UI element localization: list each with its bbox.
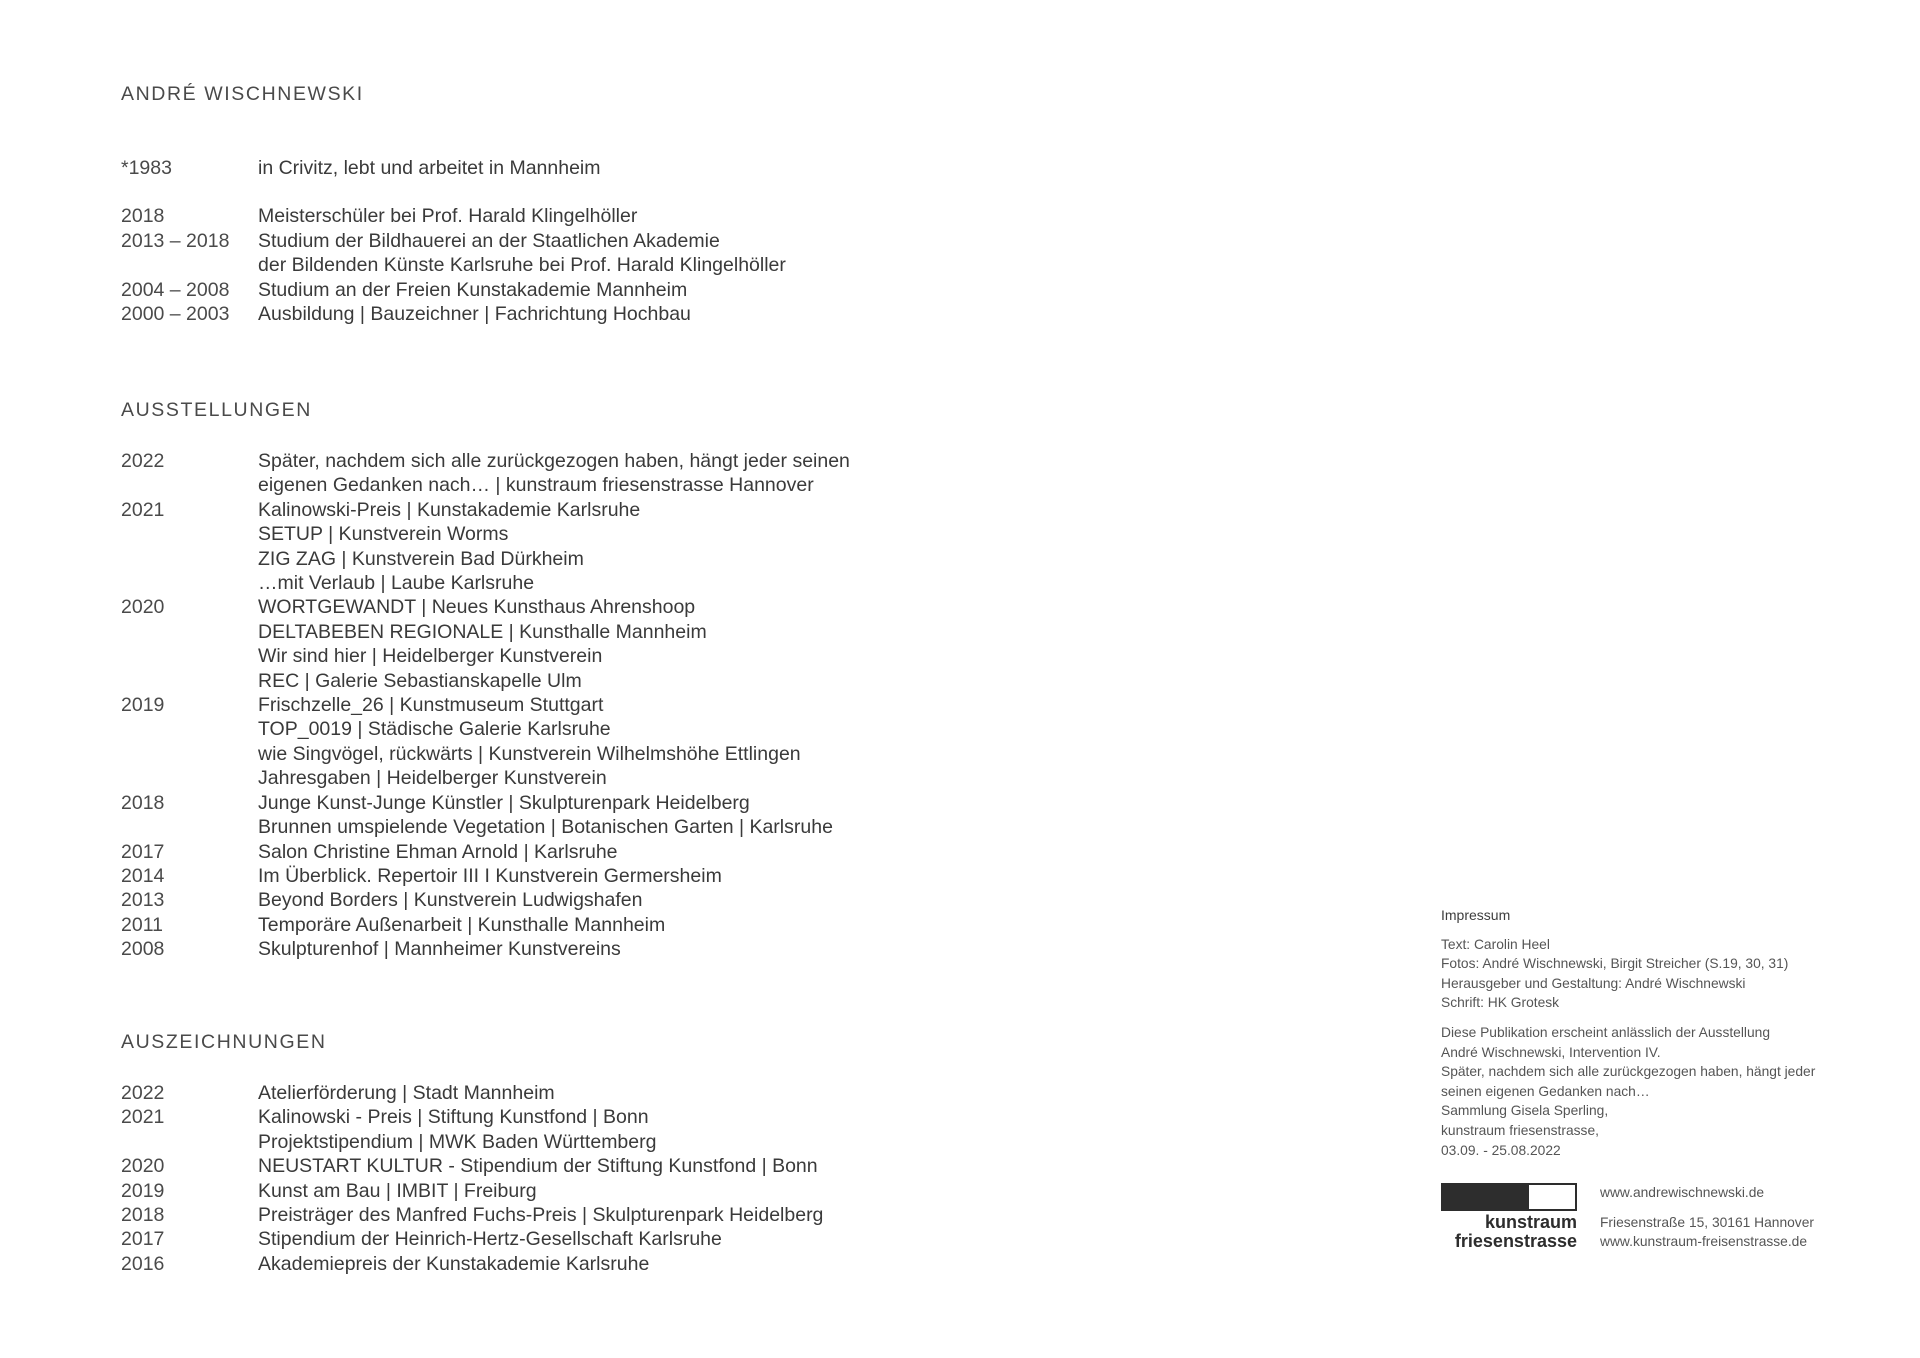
exhibition-entry-text: REC | Galerie Sebastianskapelle Ulm [258, 669, 582, 692]
award-entry-year: 2017 [121, 1228, 165, 1251]
exhibitions-heading: AUSSTELLUNGEN [121, 399, 312, 421]
exhibition-entry [121, 791, 850, 815]
award-entry-text: NEUSTART KULTUR - Stipendium der Stiftung Kunstfond | Bonn [258, 1155, 818, 1178]
credit-line: Herausgeber und Gestaltung: André Wischnewski [1441, 975, 1746, 991]
exhibition-entry [121, 888, 850, 912]
exhibition-entry-text: Skulpturenhof | Mannheimer Kunstvereins [258, 938, 621, 961]
exhibition-entry [121, 766, 850, 790]
credit-line: Fotos: André Wischnewski, Birgit Streicher (S.19, 30, 31) [1441, 956, 1789, 972]
kunstraum-logo [1441, 1183, 1581, 1253]
award-entry-year: 2021 [121, 1106, 165, 1129]
footer [1441, 1183, 1881, 1253]
exhibition-entry [121, 937, 850, 961]
education-entry-text: Meisterschüler bei Prof. Harald Klingelhöller [258, 205, 638, 228]
education-entry [121, 302, 786, 326]
exhibition-entry-year: 2019 [121, 694, 165, 717]
education-entry-year: 2018 [121, 205, 165, 228]
exhibition-entry [121, 693, 850, 717]
birth-text: in Crivitz, lebt und arbeitet in Mannheim [258, 157, 601, 179]
artist-name: ANDRÉ WISCHNEWSKI [121, 83, 364, 105]
venue-website-link[interactable]: www.kunstraum-freisenstrasse.de [1600, 1234, 1808, 1249]
exhibition-entry-year [121, 522, 258, 546]
awards-list [121, 1081, 823, 1276]
exhibition-entry-text: Beyond Borders | Kunstverein Ludwigshafen [258, 889, 643, 912]
award-entry-year: 2020 [121, 1155, 165, 1178]
exhibition-entry-text: ZIG ZAG | Kunstverein Bad Dürkheim [258, 547, 584, 570]
exhibition-entry-text: SETUP | Kunstverein Worms [258, 523, 509, 546]
exhibition-entry [121, 717, 850, 741]
artist-website-link[interactable]: www.andrewischnewski.de [1600, 1185, 1765, 1200]
education-entry-text: Studium an der Freien Kunstakademie Mannheim [258, 278, 688, 301]
award-entry-text: Stipendium der Heinrich-Hertz-Gesellschaft Karlsruhe [258, 1228, 722, 1251]
exhibition-entry [121, 449, 850, 473]
venue-address: Friesenstraße 15, 30161 Hannover [1600, 1214, 1814, 1230]
education-entry [121, 204, 786, 228]
exhibition-entry [121, 815, 850, 839]
award-entry [121, 1105, 823, 1129]
award-entry [121, 1130, 823, 1154]
award-entry-text: Projektstipendium | MWK Baden Württemberg [258, 1130, 657, 1153]
award-entry [121, 1252, 823, 1276]
exhibition-entry-year [121, 717, 258, 741]
exhibition-entry-text: eigenen Gedanken nach… | kunstraum friesenstrasse Hannover [258, 474, 814, 497]
birth-row [121, 156, 786, 180]
exhibition-entry-year [121, 571, 258, 595]
exhibition-entry-year: 2008 [121, 938, 165, 961]
award-entry-year: 2016 [121, 1252, 165, 1275]
exhibition-entry-year: 2021 [121, 498, 165, 521]
exhibition-entry-year: 2022 [121, 450, 165, 472]
education-entry [121, 278, 786, 302]
logo-word-2: friesenstrasse [1454, 1231, 1577, 1251]
impressum-credits [1441, 935, 1881, 1013]
education-entry [121, 229, 786, 253]
exhibition-entry-year [121, 742, 258, 766]
exhibition-entry-year: 2020 [121, 596, 165, 619]
award-entry [121, 1179, 823, 1203]
publication-line: Diese Publikation erscheint anlässlich der Ausstellung [1441, 1024, 1771, 1040]
exhibition-entry-year: 2011 [121, 913, 163, 936]
education-entry-text: Studium der Bildhauerei an der Staatlichen Akademie [258, 229, 720, 252]
exhibition-entry-text: Brunnen umspielende Vegetation | Botanischen Garten | Karlsruhe [258, 816, 833, 839]
exhibition-entry-year [121, 644, 258, 668]
exhibition-entry [121, 498, 850, 522]
education-entry [121, 253, 786, 277]
exhibition-entry-year: 2018 [121, 791, 165, 814]
exhibition-entry-year [121, 766, 258, 790]
exhibition-entry-text: Im Überblick. Repertoir III I Kunstverein Germersheim [258, 864, 722, 887]
footer-links [1600, 1183, 1814, 1252]
exhibition-entry [121, 620, 850, 644]
exhibition-entry-year [121, 473, 258, 497]
award-entry-text: Kunst am Bau | IMBIT | Freiburg [258, 1179, 537, 1202]
impressum-publication [1441, 1023, 1881, 1160]
publication-line: Sammlung Gisela Sperling, [1441, 1103, 1609, 1119]
exhibition-entry-text: Frischzelle_26 | Kunstmuseum Stuttgart [258, 694, 604, 717]
awards-heading: AUSZEICHNUNGEN [121, 1031, 327, 1053]
bio-section [121, 156, 786, 326]
publication-line: seinen eigenen Gedanken nach… [1441, 1083, 1650, 1099]
exhibition-entry [121, 522, 850, 546]
publication-line: Später, nachdem sich alle zurückgezogen haben, hängt jeder [1441, 1064, 1816, 1080]
exhibition-entry-year [121, 620, 258, 644]
exhibition-entry-text: Junge Kunst-Junge Künstler | Skulpturenpark Heidelberg [258, 791, 750, 814]
education-entry-year: 2000 – 2003 [121, 303, 230, 326]
impressum-title: Impressum [1441, 907, 1511, 923]
credit-line: Text: Carolin Heel [1441, 936, 1550, 952]
education-list [121, 204, 786, 326]
credit-line: Schrift: HK Grotesk [1441, 995, 1560, 1011]
education-entry-year: 2013 – 2018 [121, 229, 230, 252]
award-entry [121, 1203, 823, 1227]
exhibition-entry [121, 840, 850, 864]
exhibition-entry-text: Kalinowski-Preis | Kunstakademie Karlsruhe [258, 498, 641, 521]
award-entry-year: 2019 [121, 1179, 165, 1202]
award-entry-text: Preisträger des Manfred Fuchs-Preis | Skulpturenpark Heidelberg [258, 1204, 824, 1227]
exhibition-entry [121, 864, 850, 888]
award-entry [121, 1227, 823, 1251]
award-entry-year: 2018 [121, 1204, 165, 1227]
exhibition-entry-text: Später, nachdem sich alle zurückgezogen haben, hängt jeder seinen [258, 450, 850, 472]
publication-line: 03.09. - 25.08.2022 [1441, 1142, 1561, 1158]
exhibition-entry-text: Temporäre Außenarbeit | Kunsthalle Mannheim [258, 913, 666, 936]
publication-line: André Wischnewski, Intervention IV. [1441, 1044, 1661, 1060]
exhibition-entry-text: DELTABEBEN REGIONALE | Kunsthalle Mannheim [258, 620, 707, 643]
exhibition-entry-text: TOP_0019 | Städische Galerie Karlsruhe [258, 718, 611, 741]
exhibition-entry [121, 913, 850, 937]
education-entry-year: 2004 – 2008 [121, 278, 230, 301]
exhibition-entry-year [121, 547, 258, 571]
logo-bar [1441, 1183, 1577, 1211]
award-entry [121, 1081, 823, 1105]
exhibition-entry-year [121, 815, 258, 839]
impressum-column [1441, 906, 1881, 1170]
award-entry-text: Akademiepreis der Kunstakademie Karlsruhe [258, 1252, 650, 1275]
exhibition-entry [121, 595, 850, 619]
exhibition-entry-year: 2014 [121, 864, 165, 887]
award-entry-year [121, 1130, 258, 1154]
exhibition-entry-text: Salon Christine Ehman Arnold | Karlsruhe [258, 840, 618, 863]
award-entry-year: 2022 [121, 1082, 165, 1104]
exhibition-entry [121, 473, 850, 497]
education-entry-year [121, 253, 258, 277]
education-entry-text: Ausbildung | Bauzeichner | Fachrichtung Hochbau [258, 303, 691, 326]
exhibition-entry [121, 742, 850, 766]
publication-line: kunstraum friesenstrasse, [1441, 1122, 1599, 1138]
exhibition-entry-text: …mit Verlaub | Laube Karlsruhe [258, 572, 535, 595]
exhibition-entry-text: Wir sind hier | Heidelberger Kunstverein [258, 645, 603, 668]
exhibition-entry [121, 644, 850, 668]
award-entry [121, 1154, 823, 1178]
education-entry-text: der Bildenden Künste Karlsruhe bei Prof. Harald Klingelhöller [258, 254, 786, 277]
logo-word-1: kunstraum [1484, 1212, 1577, 1232]
exhibition-entry [121, 669, 850, 693]
award-entry-text: Kalinowski - Preis | Stiftung Kunstfond | Bonn [258, 1106, 649, 1129]
award-entry-text: Atelierförderung | Stadt Mannheim [258, 1082, 555, 1104]
exhibition-entry-year: 2013 [121, 889, 165, 912]
birth-year: *1983 [121, 157, 172, 179]
exhibition-entry [121, 547, 850, 571]
exhibition-entry-text: Jahresgaben | Heidelberger Kunstverein [258, 767, 607, 790]
exhibition-entry-year: 2017 [121, 840, 165, 863]
exhibitions-list [121, 449, 850, 962]
exhibition-entry [121, 571, 850, 595]
exhibition-entry-text: wie Singvögel, rückwärts | Kunstverein Wilhelmshöhe Ettlingen [258, 742, 801, 765]
exhibition-entry-year [121, 669, 258, 693]
exhibition-entry-text: WORTGEWANDT | Neues Kunsthaus Ahrenshoop [258, 596, 696, 619]
